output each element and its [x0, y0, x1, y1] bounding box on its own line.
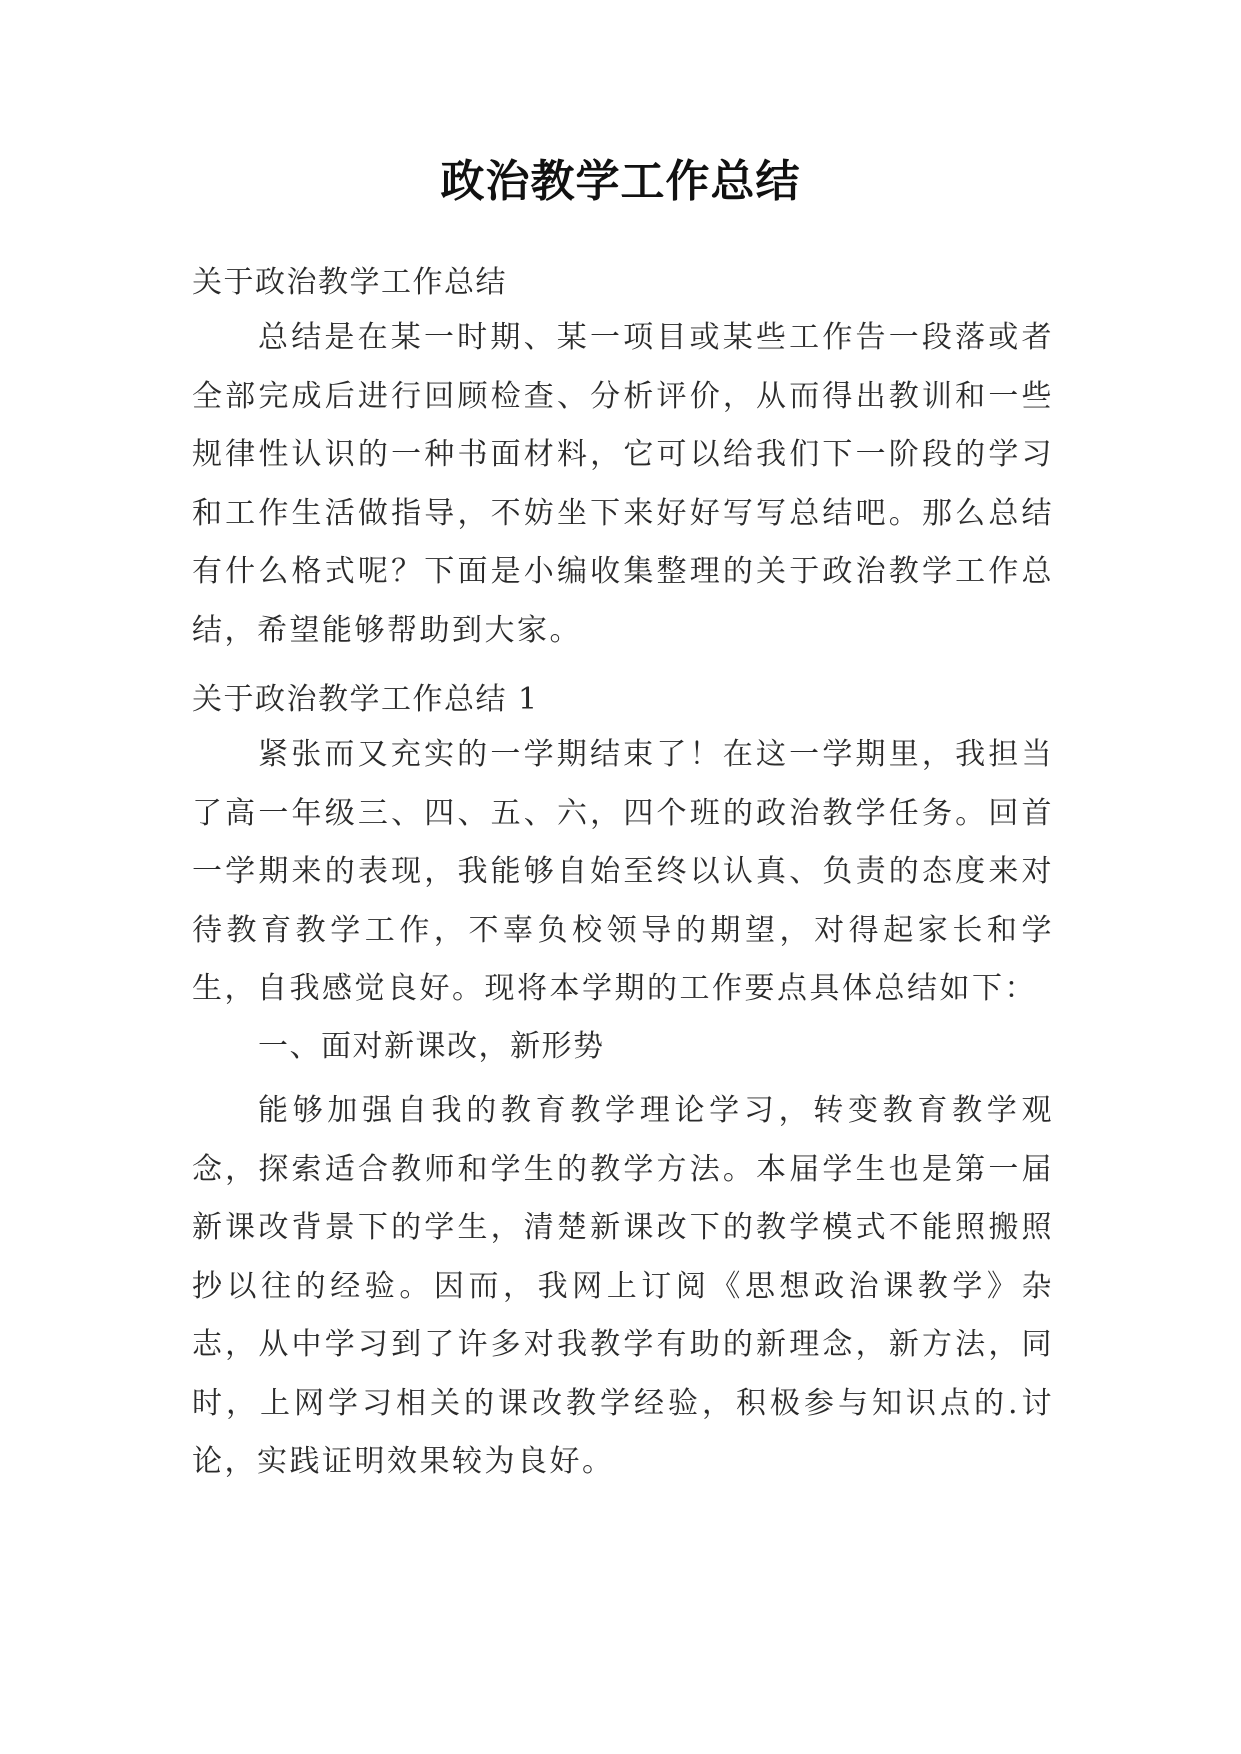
document-title: 政治教学工作总结	[440, 156, 801, 207]
intro-paragraph: 总结是在某一时期、某一项目或某些工作告一段落或者全部完成后进行回顾检查、分析评价，从而得出教训和一些规律性认识的一种书面材料，它可以给我们下一阶段的学习和工作生活做指导，不妨坐下来好好写写总结吧。那么总结有什么格式呢？下面是小编收集整理的关于政治教学工作总结，希望能够帮助到大家。	[192, 320, 1054, 648]
point1-heading: 一、面对新课改，新形势	[258, 1029, 605, 1064]
section1-paragraph: 紧张而又充实的一学期结束了！在这一学期里，我担当了高一年级三、四、五、六，四个班的政治教学任务。回首一学期来的表现，我能够自始至终以认真、负责的态度来对待教育教学工作，不辜负校领导的期望，对得起家长和学生，自我感觉良好。现将本学期的工作要点具体总结如下：	[192, 737, 1054, 1006]
point1-paragraph: 能够加强自我的教育教学理论学习，转变教育教学观念，探索适合教师和学生的教学方法。本届学生也是第一届新课改背景下的学生，清楚新课改下的教学模式不能照搬照抄以往的经验。因而，我网上订阅《思想政治课教学》杂志，从中学习到了许多对我教学有助的新理念，新方法，同时，上网学习相关的课改教学经验，积极参与知识点的.讨论，实践证明效果较为良好。	[192, 1093, 1054, 1479]
intro-heading: 关于政治教学工作总结	[192, 265, 507, 300]
section1-heading: 关于政治教学工作总结 1	[192, 682, 539, 717]
